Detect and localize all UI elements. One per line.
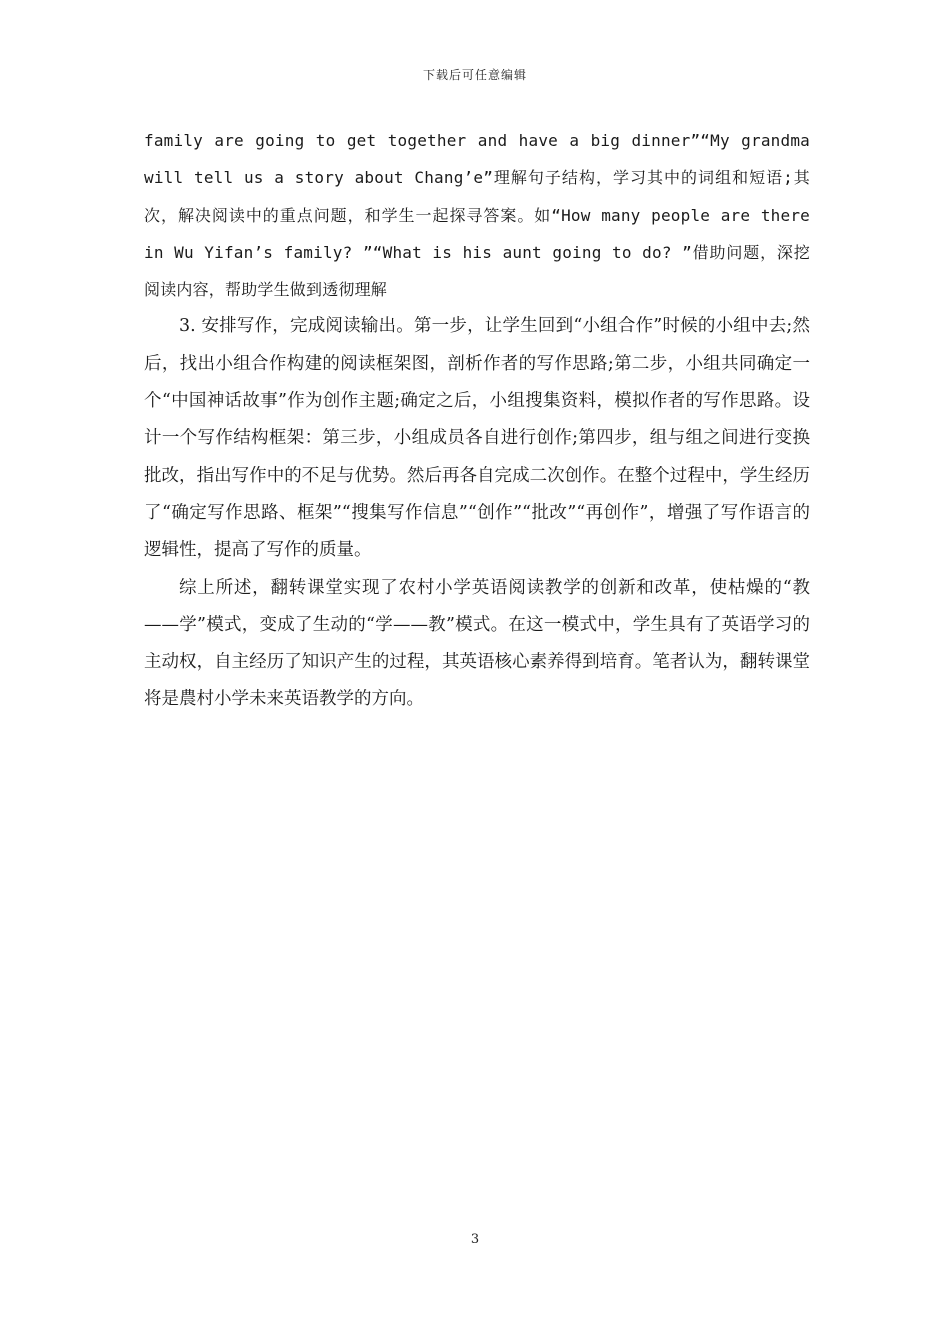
body-paragraph-2: 3. 安排写作，完成阅读输出。第一步，让学生回到“小组合作”时候的小组中去;然后，找出小组合作构建的阅读框架图，剖析作者的写作思路;第二步，小组共同确定一个“中国神话故事”作为创作主题;确定之后，小组搜集资料，模拟作者的写作思路。设计一个写作结构框架：第三步，小组成员各自进行创作;第四步，组与组之间进行变换批改，指出写作中的不足与优势。然后再各自完成二次创作。在整个过程中，学生经历了“确定写作思路、框架”“搜集写作信息”“创作”“批改”“再创作”，增强了写作语言的逻辑性，提高了写作的质量。 [144,316,810,561]
document-body [144,122,810,719]
page-header: 下载后可任意编辑 [422,68,527,82]
body-paragraph-1: family are going to get together and have a big dinner”“My grandma will tell us a story about Chang’e”理解句子结构，学习其中的词组和短语;其次，解决阅读中的重点问题，和学生一起探寻答案。如“How many people are there in Wu Yifan’s family? ”“What is his aunt going to do? ”借助问题，深挖阅读内容，帮助学生做到透彻理解 [144,131,810,300]
body-paragraph-3: 综上所述，翻转课堂实现了农村小学英语阅读教学的创新和改革，使枯燥的“教——学”模式，变成了生动的“学——教”模式。在这一模式中，学生具有了英语学习的主动权，自主经历了知识产生的过程，其英语核心素养得到培育。笔者认为，翻转课堂将是農村小学未来英语教学的方向。 [144,577,810,710]
page-number: 3 [470,1232,480,1247]
